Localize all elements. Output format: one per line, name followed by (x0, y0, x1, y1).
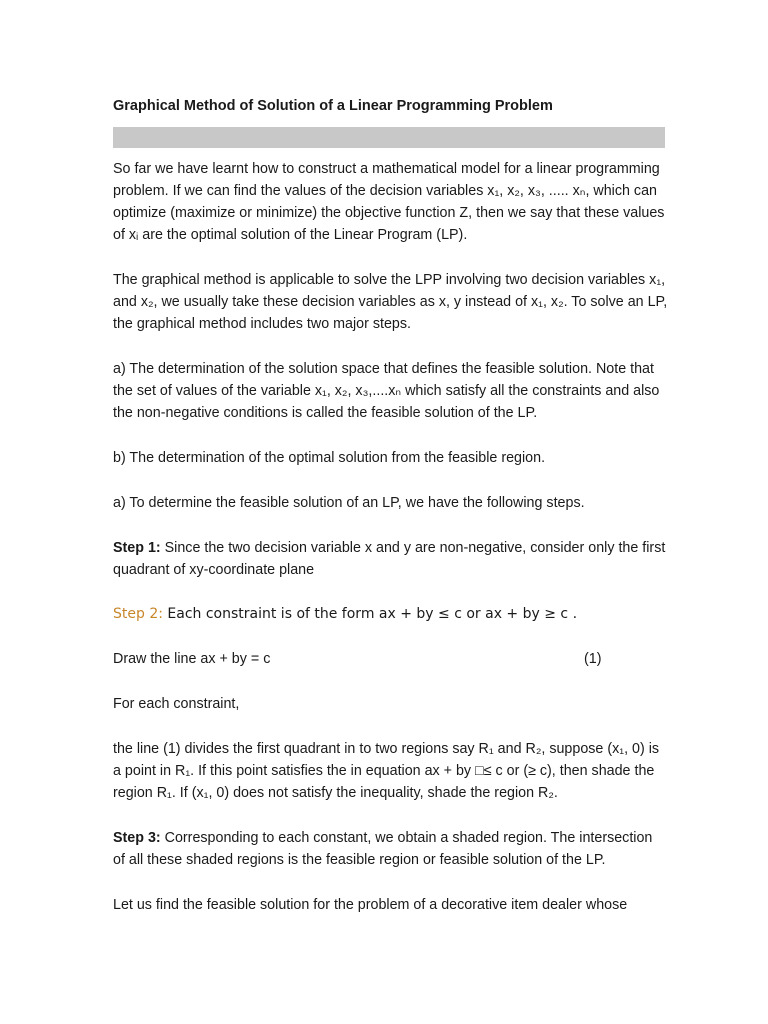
equation-number: (1) (584, 651, 602, 667)
paragraph-for-each-constraint: For each constraint, (113, 696, 240, 712)
step2-text: Each constraint is of the form ax + by ≤ c or ax + by ≥ c . (162, 606, 578, 622)
step3-label: Step 3: (113, 830, 161, 846)
paragraph-solution-space: a) The determination of the solution space that defines the feasible solution. Note that the set of values of the variable x₁, x₂, x₃,....xₙ which satisfy all the constraints and also the non-negative conditions is called the feasible solution of the LP. (113, 361, 660, 421)
step2-label: Step 2: (113, 606, 163, 622)
paragraph-intro: So far we have learnt how to construct a mathematical model for a linear programming problem. If we can find the values of the decision variables x₁, x₂, x₃, ..... xₙ, which can optimize (maximize or minimize) the objective function Z, then we say that these values of xᵢ are the optimal solution of the Linear Program (LP). (113, 161, 665, 243)
draw-line-text: Draw the line ax + by = c (113, 651, 271, 667)
paragraph-let-us-find: Let us find the feasible solution for the problem of a decorative item dealer whose (113, 897, 628, 913)
document-page (113, 96, 668, 916)
document-title: Graphical Method of Solution of a Linear Programming Problem (113, 98, 553, 114)
paragraph-step3 (113, 827, 668, 871)
paragraph-optimal-solution: b) The determination of the optimal solution from the feasible region. (113, 450, 546, 466)
step1-text: Since the two decision variable x and y are non-negative, consider only the first quadrant of xy-coordinate plane (113, 540, 666, 578)
paragraph-graphical-method: The graphical method is applicable to solve the LPP involving two decision variables x₁, and x₂, we usually take these decision variables as x, y instead of x₁, x₂. To solve an LP, the graphical method includes two major steps. (113, 272, 668, 332)
step1-label: Step 1: (113, 540, 161, 556)
paragraph-draw-line (113, 648, 668, 670)
title-divider-bar (113, 127, 665, 148)
paragraph-step2 (113, 603, 668, 625)
paragraph-feasible-steps: a) To determine the feasible solution of an LP, we have the following steps. (113, 495, 585, 511)
paragraph-step1 (113, 537, 668, 581)
step3-text: Corresponding to each constant, we obtain a shaded region. The intersection of all these shaded regions is the feasible region or feasible solution of the LP. (113, 830, 653, 868)
paragraph-line-divides: the line (1) divides the first quadrant in to two regions say R₁ and R₂, suppose (x₁, 0) is a point in R₁. If this point satisfies the in equation ax + by □≤ c or (≥ c), then shade the region R₁. If (x₁, 0) does not satisfy the inequality, shade the region R₂. (113, 741, 660, 801)
